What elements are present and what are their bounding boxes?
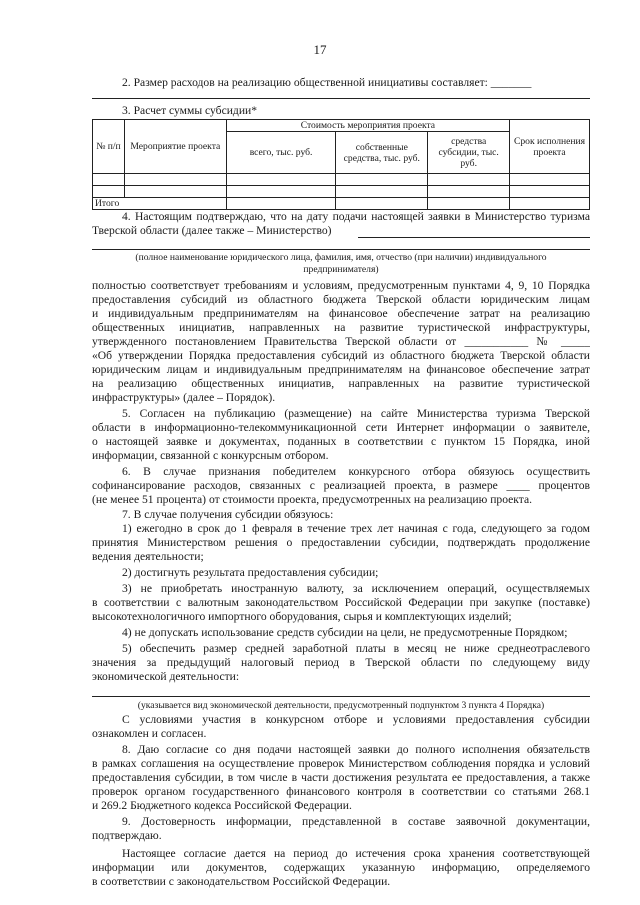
text-line: предоставления субсидий из областного бюджета Тверской области юридическим лицам — [92, 293, 590, 306]
subsidy-calculation-table — [92, 119, 590, 210]
text-line: 1) ежегодно в срок до 1 февраля в течение трех лет начиная с года, следующего за годом — [122, 522, 590, 535]
blank-line — [92, 98, 590, 99]
text-line: информации, связанной с конкурсным отбором. — [92, 449, 329, 462]
item-2-expenses: 2. Размер расходов на реализацию общественной инициативы составляет: _______ — [122, 76, 532, 89]
text-line: 6. В случае признания победителем конкурсного отбора обязуюсь осуществить — [122, 465, 590, 478]
text-line: и 269.2 Бюджетного кодекса Российской Федерации. — [92, 799, 352, 812]
text-line: в соответствии с валютным законодательством Российской Федерации при закупке (поставке) — [92, 596, 590, 609]
caption-activity-type: (указывается вид экономической деятельности, предусмотренный подпунктом 3 пункта 4 Порядка) — [137, 700, 545, 711]
text-line: проверок органом государственного финансового контроля в соответствии со статьями 268.1 — [92, 785, 590, 798]
header-cost-group: Стоимость мероприятия проекта — [226, 120, 509, 132]
total-label: Итого — [93, 198, 227, 210]
text-line: подтверждаю. — [92, 829, 162, 842]
table-total-row — [93, 198, 590, 210]
text-line: 8. Даю согласие со дня подачи настоящей заявки до полного исполнения обязательств — [122, 743, 590, 756]
text-line: значения за предыдущий налоговый период в Тверской области по следующему виду — [92, 656, 590, 669]
text-line: на реализацию общественных инициатив, направленных на развитие туристической — [92, 377, 590, 390]
text-line: полностью соответствует требованиям и условиям, предусмотренным пунктами 4, 9, 10 Порядка — [92, 279, 590, 292]
fill-line — [92, 696, 590, 697]
header-own-funds: собственные средства, тыс. руб. — [336, 132, 428, 174]
text-line: о настоящей заявке и документах, поданных в соответствии с пунктом 15 Порядка, иной — [92, 435, 590, 448]
text-line: 9. Достоверность информации, представленной в составе заявочной документации, — [122, 815, 590, 828]
text-line: экономической деятельности: — [92, 670, 240, 683]
text-line: и индивидуальным предпринимателям на финансовое обеспечение затрат на реализацию — [92, 307, 590, 320]
text-line: в соответствии с законодательством Российской Федерации. — [92, 875, 391, 888]
page-number: 17 — [313, 42, 327, 57]
text-line: 4) не допускать использование средств субсидии на цели, не предусмотренные Порядком; — [122, 626, 568, 639]
header-deadline: Срок исполнения проекта — [510, 120, 590, 174]
text-line: 7. В случае получения субсидии обязуюсь: — [122, 508, 334, 521]
item-4-line: Тверской области (далее также – Министерство) — [92, 224, 332, 237]
text-line: 5) обеспечить размер средней заработной платы в месяц не ниже среднеотраслевого — [122, 642, 590, 655]
item-4-line: 4. Настоящим подтверждаю, что на дату подачи настоящей заявки в Министерство туризма — [122, 210, 590, 223]
text-line: высокотехнологичного импортного оборудования, сырья и комплектующих изделий; — [92, 610, 512, 623]
caption-applicant-name: предпринимателя) — [303, 264, 379, 275]
text-line: ведения деятельности; — [92, 550, 204, 563]
text-line: юридическим лицам и индивидуальным предпринимателям на финансовое обеспечение затрат — [92, 363, 590, 376]
text-line: утвержденного постановлением Правительства Тверской области от ___________ № _____ — [92, 335, 590, 348]
caption-applicant-name: (полное наименование юридического лица, фамилия, имя, отчество (при наличии) индивидуального — [135, 252, 547, 263]
text-line: принятия Министерством решения о предоставлении субсидии, подтверждать продолжение — [92, 536, 590, 549]
text-line: в рамках соглашения на осуществление проверок Министерством соблюдения порядка и условий — [92, 757, 590, 770]
text-line: предоставления субсидии, в том числе в части достижения результата ее предоставления, а также — [92, 771, 590, 784]
text-line: ознакомлен и согласен. — [92, 727, 207, 740]
text-line: 5. Согласен на публикацию (размещение) на сайте Министерства туризма Тверской — [122, 407, 590, 420]
text-line: С условиями участия в конкурсном отборе и условиями предоставления субсидии — [122, 713, 590, 726]
text-line: области в информационно-телекоммуникационной сети Интернет информации о заявителе, — [92, 421, 590, 434]
header-subsidy-funds: средства субсидии, тыс. руб. — [428, 132, 510, 174]
text-line: инфраструктуры» (далее – Порядок). — [92, 391, 276, 404]
text-line: информации или документов, содержащих указанную информацию, определяемого — [92, 861, 590, 874]
text-line: общественных инициатив, направленных на развитие туристической инфраструктуры, — [92, 321, 590, 334]
header-number: № п/п — [93, 120, 125, 174]
text-line: (не менее 51 процента) от стоимости проекта, предусмотренных на реализацию проекта. — [92, 493, 533, 506]
fill-line — [92, 249, 590, 250]
header-total: всего, тыс. руб. — [226, 132, 336, 174]
fill-line — [358, 237, 590, 238]
text-line: «Об утверждении Порядка предоставления субсидий из областного бюджета Тверской области — [92, 349, 590, 362]
text-line: 3) не приобретать иностранную валюту, за исключением операций, осуществляемых — [122, 582, 590, 595]
text-line: Настоящее согласие дается на период до истечения срока хранения соответствующей — [122, 847, 590, 860]
table-row — [93, 186, 590, 198]
text-line: софинансирование расходов, связанных с реализацией проекта, в размере ____ процентов — [92, 479, 590, 492]
text-line: 2) достигнуть результата предоставления субсидии; — [122, 566, 379, 579]
table-row — [93, 174, 590, 186]
item-3-heading: 3. Расчет суммы субсидии* — [122, 104, 258, 117]
header-event: Мероприятие проекта — [124, 120, 226, 174]
